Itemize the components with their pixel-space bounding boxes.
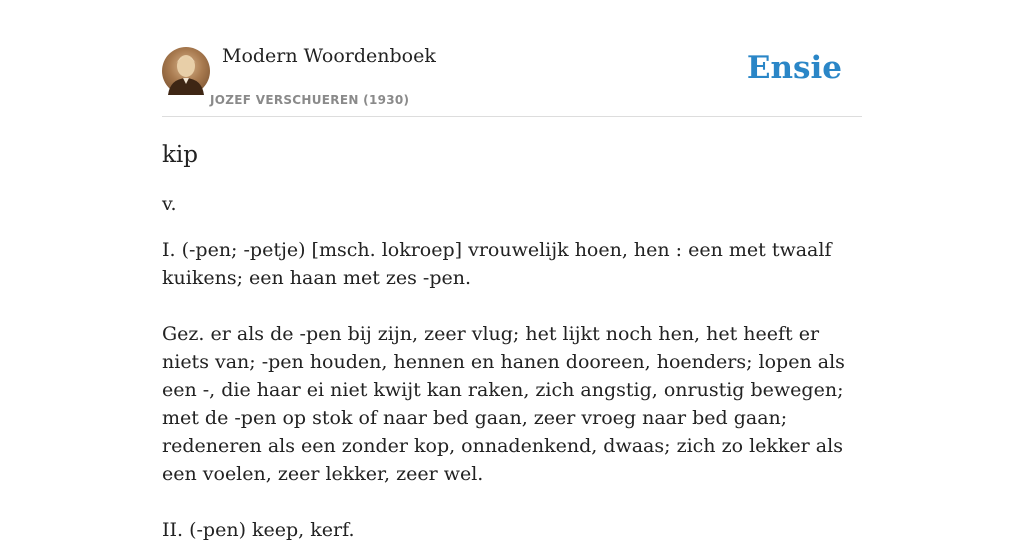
part-of-speech: v. (162, 193, 177, 215)
author-name[interactable]: JOZEF VERSCHUEREN (1930) (210, 93, 410, 107)
entry-content (162, 140, 867, 544)
brand-logo[interactable]: Ensie (746, 50, 842, 86)
definition-paragraph: I. (-pen; -petje) [msch. lokroep] vrouwelijk hoen, hen : een met twaalf kuikens; een haan met zes -pen. (162, 239, 832, 289)
header (162, 0, 862, 117)
author-avatar[interactable] (162, 47, 210, 95)
definition-paragraph: II. (-pen) keep, kerf. (162, 519, 355, 541)
book-title[interactable]: Modern Woordenboek (222, 45, 436, 67)
portrait-icon (162, 47, 210, 95)
definition-paragraph: Gez. er als de -pen bij zijn, zeer vlug; het lijkt noch hen, het heeft er niets van; -pen houden, hennen en hanen dooreen, hoenders; lopen als een -, die haar ei niet kwijt kan raken, zich angstig, onrustig bewegen; met de -pen op stok of naar bed gaan, zeer vroeg naar bed gaan; redeneren als een zonder kop, onnadenkend, dwaas; zich zo lekker als een voelen, zeer lekker, zeer wel. (162, 323, 845, 485)
headword: kip (162, 142, 199, 168)
